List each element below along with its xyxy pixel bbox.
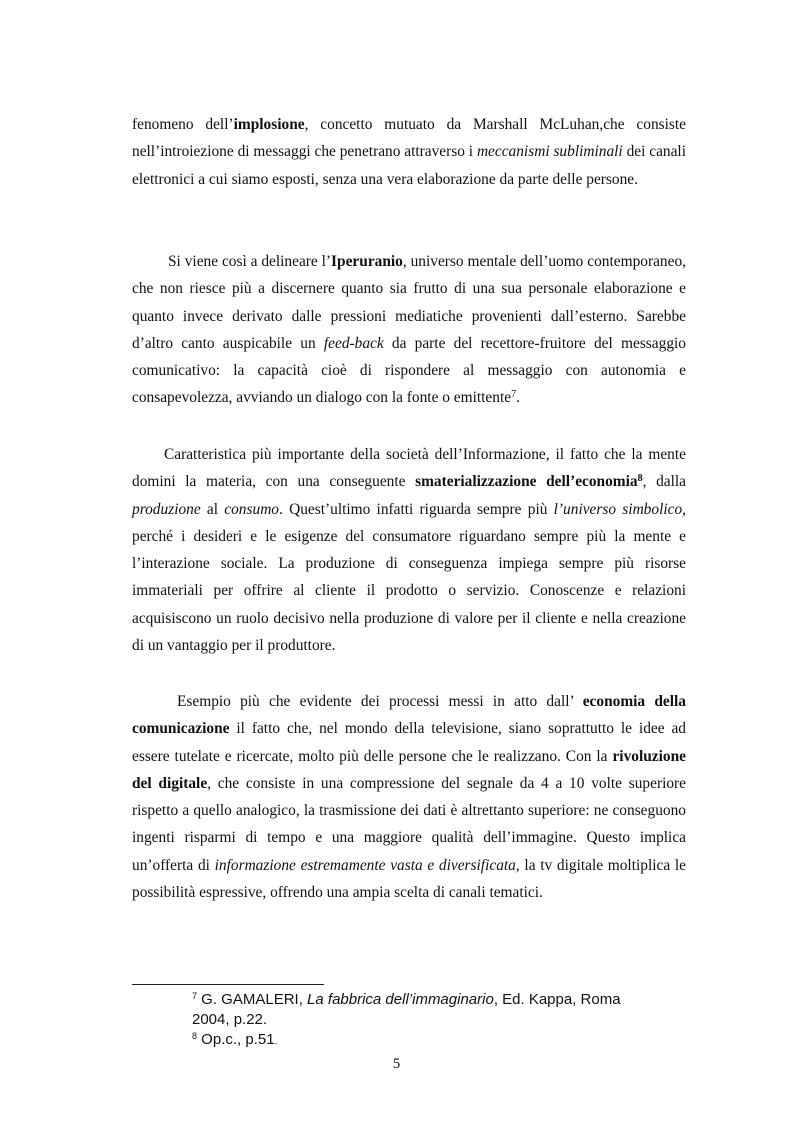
italic-term: l’universo simbolico, bbox=[553, 500, 686, 518]
text-run: , che consiste in una compressione del segnale da 4 a 10 volte superiore rispetto a quello analogico, la trasmissione dei dati è altrettanto superiore: ne conseguono ingenti risparmi di tempo e una maggiore qualità dell’immagine. Questo implica un’offerta di bbox=[132, 774, 686, 874]
bold-term: smaterializzazione dell’economia bbox=[415, 473, 638, 491]
italic-term: informazione estremamente vasta e diversificata bbox=[214, 856, 516, 874]
bold-term: Iperuranio bbox=[331, 253, 403, 270]
page-number: 5 bbox=[392, 1056, 401, 1072]
text-run: . bbox=[274, 1036, 278, 1047]
text-run: al bbox=[200, 500, 225, 518]
text-run: Esempio più che evidente dei processi messi in atto dall’ bbox=[177, 693, 583, 710]
footnote-marker: 7 bbox=[192, 991, 198, 1001]
text-run: . bbox=[516, 389, 520, 407]
text-run: , concetto mutuato da Marshall McLuhan,che consiste nell’introiezione di messaggi che penetrano attraverso i bbox=[132, 116, 686, 161]
paragraph-iperuranio bbox=[132, 248, 686, 412]
paragraph-implosione bbox=[132, 111, 686, 193]
italic-term: consumo bbox=[224, 500, 279, 518]
text-run: , la tv digitale moltiplica le possibilità espressive, offrendo una ampia scelta di canali tematici. bbox=[132, 856, 686, 902]
text-run: fenomeno dell’ bbox=[132, 116, 234, 133]
italic-term: meccanismi subliminali bbox=[476, 143, 623, 161]
text-run: il fatto che, nel mondo della televisione, siano soprattutto le idee ad essere tutelate e ricercate, molto più delle persone che le realizzano. Con la bbox=[132, 720, 686, 765]
italic-term: produzione bbox=[132, 500, 201, 518]
text-run: Op.c., p.51 bbox=[197, 1031, 275, 1048]
text-run: , Ed. Kappa, Roma 2004, p.22. bbox=[192, 991, 621, 1028]
paragraph-economia-comunicazione bbox=[132, 688, 686, 906]
bold-term: economia della comunicazione bbox=[132, 693, 686, 738]
text-run: Si viene così a delineare l’ bbox=[168, 253, 332, 270]
footnote-marker: 8 bbox=[192, 1031, 198, 1041]
text-run: perché i desideri e le esigenze del consumatore riguardano sempre più la mente e l’interazione sociale. La produzione di conseguenza impiega sempre più risorse immateriali per offrire al cliente il prodotto o servizio. Conoscenze e relazioni acquisiscono un ruolo decisivo nella produzione di valore per il cliente e nella creazione di un vantaggio per il produttore. bbox=[132, 527, 686, 655]
footnote-ref-7[interactable]: 7 bbox=[511, 389, 517, 401]
text-run: G. GAMALERI, bbox=[197, 991, 308, 1008]
bold-term: implosione bbox=[233, 116, 305, 133]
footnote-8 bbox=[192, 1030, 662, 1052]
text-run: Caratteristica più importante della società dell’Informazione, il fatto che la mente domini la materia, con una conseguente bbox=[132, 446, 686, 491]
footnote-separator bbox=[132, 984, 324, 985]
footnotes bbox=[192, 990, 662, 1052]
footnote-7 bbox=[192, 990, 662, 1030]
text-run: , universo mentale dell’uomo contemporaneo, che non riesce più a discernere quanto sia frutto di una sua personale elaborazione e quanto invece derivato dalle pressioni mediatiche provenienti dall’esterno. Sarebbe d’altro canto auspicabile un bbox=[132, 253, 686, 352]
text-run: da parte del recettore-fruitore del messaggio comunicativo: la capacità cioè di rispondere al messaggio con autonomia e consapevolezza, avviando un dialogo con la fonte o emittente bbox=[132, 334, 686, 407]
footnote-ref-8[interactable]: 8 bbox=[637, 473, 643, 485]
bold-term: rivoluzione del digitale bbox=[132, 747, 686, 792]
text-run: . Quest’ultimo infatti riguarda sempre più bbox=[279, 500, 554, 518]
paragraph-societa-informazione bbox=[132, 441, 686, 659]
text-run: dei canali elettronici a cui siamo esposti, senza una vera elaborazione da parte delle persone. bbox=[132, 143, 686, 188]
italic-title: La fabbrica dell’immaginario bbox=[307, 991, 494, 1008]
text-run: , dalla bbox=[642, 473, 687, 491]
italic-term: feed-back bbox=[323, 334, 384, 352]
